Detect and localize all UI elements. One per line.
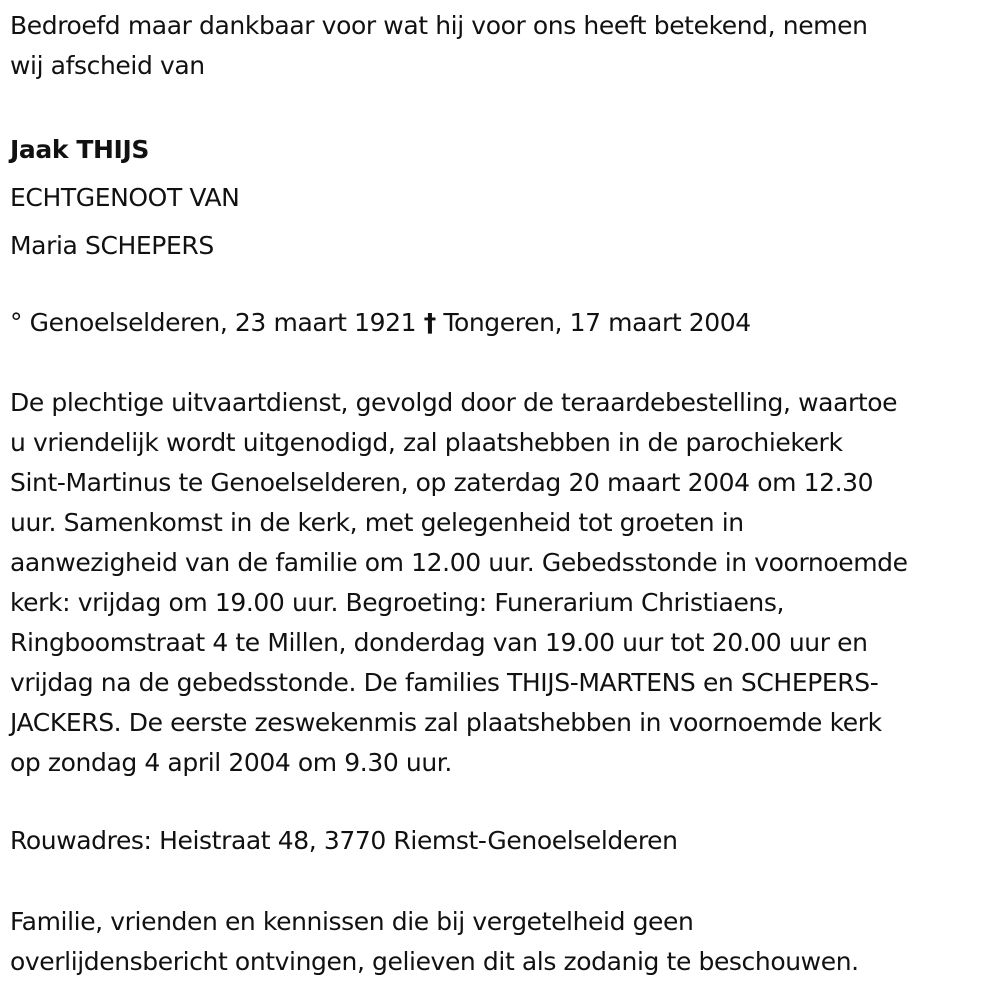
service-paragraph — [10, 383, 908, 783]
address-line: Rouwadres: Heistraat 48, 3770 Riemst-Genoelselderen — [10, 826, 678, 855]
intro-paragraph — [10, 6, 868, 86]
service-line: De plechtige uitvaartdienst, gevolgd door de teraardebestelling, waartoe — [10, 388, 898, 417]
service-line: u vriendelijk wordt uitgenodigd, zal plaatshebben in de parochiekerk — [10, 428, 843, 457]
relation-label: ECHTGENOOT VAN — [10, 183, 240, 212]
intro-line: Bedroefd maar dankbaar voor wat hij voor ons heeft betekend, nemen — [10, 11, 868, 40]
deceased-name: Jaak THIJS — [10, 135, 149, 164]
birth-date: Genoelselderen, 23 maart 1921 — [29, 308, 417, 337]
service-line: op zondag 4 april 2004 om 9.30 uur. — [10, 748, 452, 777]
mourning-address — [10, 821, 678, 861]
service-line: uur. Samenkomst in de kerk, met gelegenheid tot groeten in — [10, 508, 744, 537]
cross-icon: † — [423, 308, 436, 337]
birth-mark: ° — [10, 308, 23, 337]
death-date: Tongeren, 17 maart 2004 — [443, 308, 751, 337]
closing-paragraph — [10, 902, 859, 982]
service-line: kerk: vrijdag om 19.00 uur. Begroeting: Funerarium Christiaens, — [10, 588, 785, 617]
intro-line: wij afscheid van — [10, 51, 205, 80]
service-line: aanwezigheid van de familie om 12.00 uur. Gebedsstonde in voornoemde — [10, 548, 908, 577]
name-block — [10, 126, 239, 270]
service-line: JACKERS. De eerste zeswekenmis zal plaatshebben in voornoemde kerk — [10, 708, 882, 737]
closing-line: Familie, vrienden en kennissen die bij vergetelheid geen — [10, 907, 694, 936]
service-line: vrijdag na de gebedsstonde. De families THIJS-MARTENS en SCHEPERS- — [10, 668, 879, 697]
service-line: Ringboomstraat 4 te Millen, donderdag van 19.00 uur tot 20.00 uur en — [10, 628, 868, 657]
closing-line: overlijdensbericht ontvingen, gelieven dit als zodanig te beschouwen. — [10, 947, 859, 976]
service-line: Sint-Martinus te Genoelselderen, op zaterdag 20 maart 2004 om 12.30 — [10, 468, 874, 497]
life-dates — [10, 303, 751, 343]
spouse-name: Maria SCHEPERS — [10, 231, 214, 260]
